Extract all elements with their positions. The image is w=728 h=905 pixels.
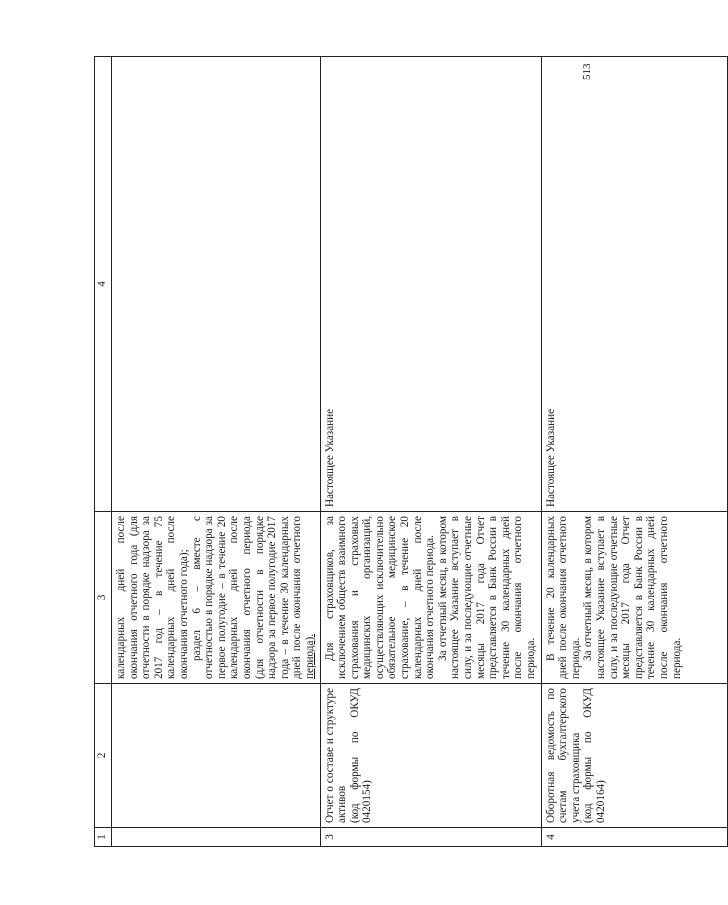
table-row-4: [541, 57, 727, 847]
continuation-text-1: календарных дней после окончания отчетного года (для отчетности в порядке надзора за 2017 год – в течение 75 календарных дней после окончания отчетного года);: [115, 516, 190, 679]
cell-start: Настоящее Указание: [320, 57, 541, 512]
term-text-2: За отчетный месяц, в котором настоящее Указание вступает в силу, и за последующие отчетные месяцы 2017 года Отчет представляется в Банк России в течение 30 календарных дней после окончания отчетного периода.: [436, 516, 537, 679]
cell-empty: [112, 57, 321, 512]
reporting-forms-table: [94, 56, 728, 847]
cell-term: [541, 512, 727, 684]
header-col-3: 3: [95, 512, 112, 684]
cell-form-name: [541, 684, 727, 828]
header-row: [95, 57, 112, 847]
cell-empty: [112, 684, 321, 828]
term-text-1: В течение 20 календарных дней после окончания отчетного периода.: [544, 516, 582, 679]
form-name: Отчет о составе и структуре активов: [323, 688, 349, 823]
row-number: 4: [541, 828, 727, 847]
continuation-text-2: раздел 6 – вместе с отчетностью в порядке надзора за первое полугодие – в течение 20 календарных дней после окончания отчетного периода (для отчетности в порядке надзора за первое полугодие 2017 года – в течение 30 календарных дней после окончания отчетного периода).: [190, 516, 316, 679]
form-name: Оборотная ведомость по счетам бухгалтерского учета страховщика: [544, 688, 582, 823]
form-code: (код формы по ОКУД 0420164): [582, 688, 607, 823]
term-text-2: За отчетный месяц, в котором настоящее Указание вступает в силу, и за последующие отчетные месяцы 2017 года Отчет представляется в Банк России в течение 30 календарных дней после окончания отчетного периода.: [582, 516, 683, 679]
header-col-2: 2: [95, 684, 112, 828]
row-number: 3: [320, 828, 541, 847]
cell-term: [320, 512, 541, 684]
cell-start: Настоящее Указание: [541, 57, 727, 512]
header-col-1: 1: [95, 828, 112, 847]
table-row-3: [320, 57, 541, 847]
form-code: (код формы по ОКУД 0420154): [348, 688, 374, 823]
cell-continuation-term: [112, 512, 321, 684]
term-text-1: Для страховщиков, за исключением обществ взаимного страхования и страховых медицинских организаций, осуществляющих исключительно обязательное медицинское страхование, – в течение 20 календарных дней после окончания отчетного периода.: [323, 516, 437, 679]
header-col-4: 4: [95, 57, 112, 512]
table-row-continuation: [112, 57, 321, 847]
cell-empty: [112, 828, 321, 847]
cell-form-name: [320, 684, 541, 828]
page-number: 513: [581, 63, 593, 80]
